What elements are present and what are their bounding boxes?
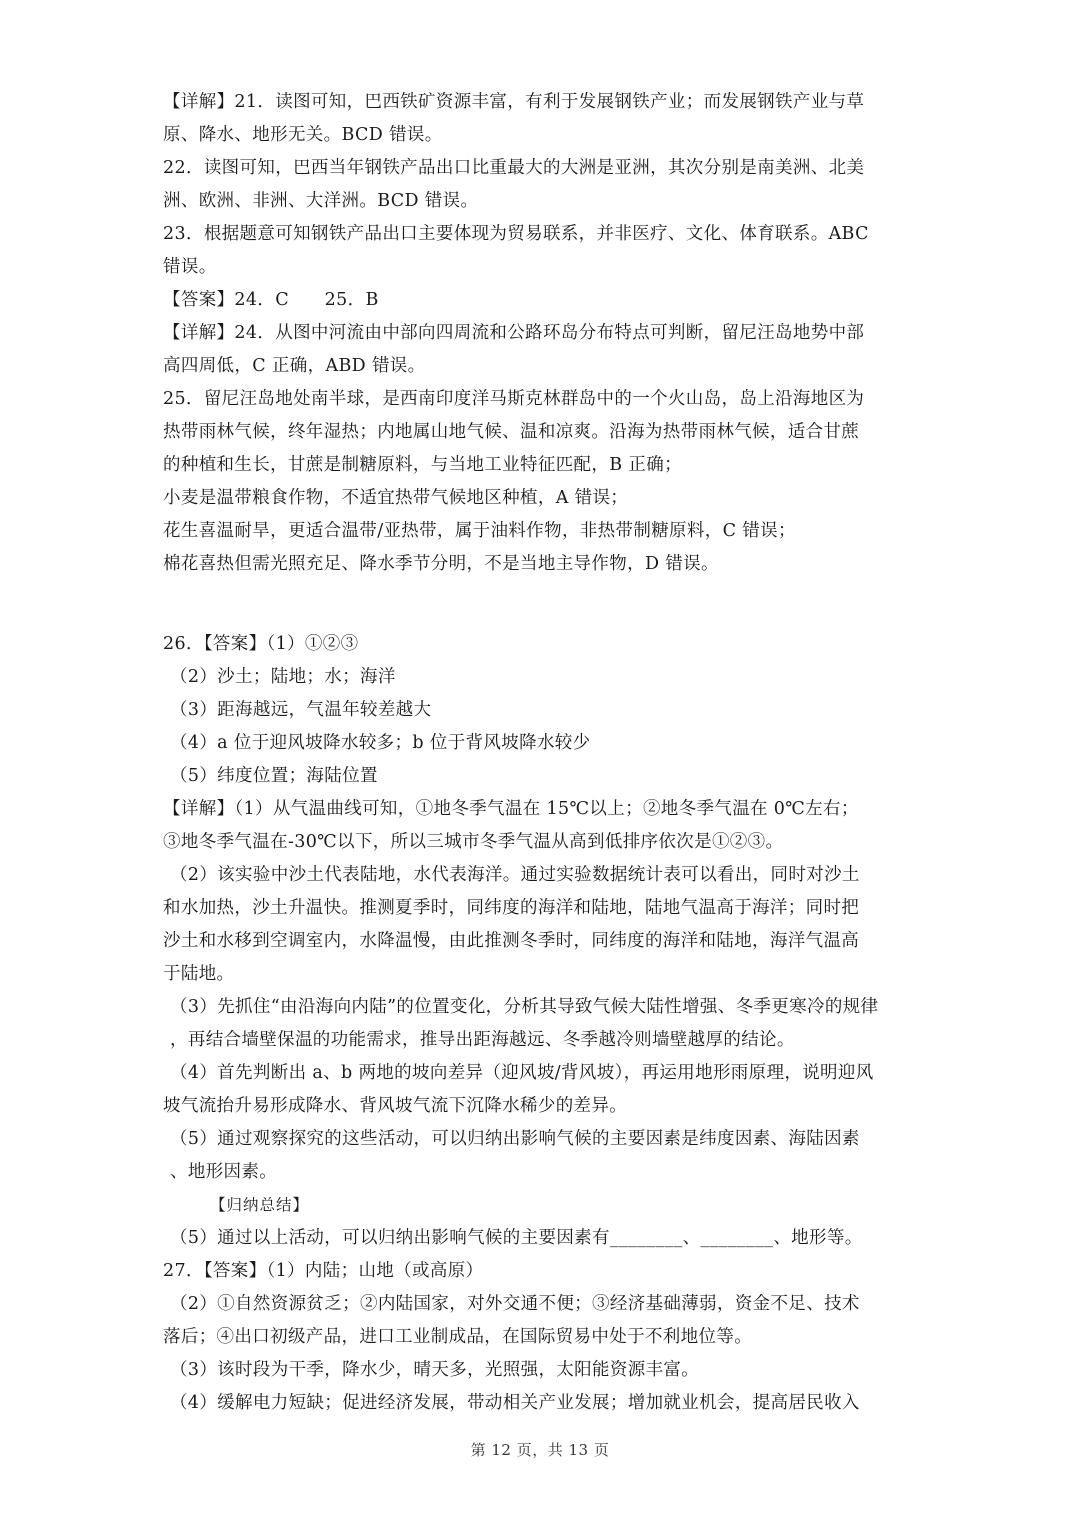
text-line: 高四周低，C 正确，ABD 错误。 [163,356,426,376]
text-line: （3）先抓住“由沿海向内陆”的位置变化，分析其导致气候大陆性增强、冬季更寒冷的规律 [170,997,879,1017]
text-line: 棉花喜热但需光照充足、降水季节分明，不是当地主导作物，D 错误。 [163,554,719,574]
text-line: 原、降水、地形无关。BCD 错误。 [163,125,443,145]
text-line: （3）距海越远，气温年较差越大 [170,700,432,720]
text-line: 23．根据题意可知钢铁产品出口主要体现为贸易联系，并非医疗、文化、体育联系。ABC [163,224,869,244]
text-line: ③地冬季气温在-30℃以下，所以三城市冬季气温从高到低排序依次是①②③。 [163,832,784,852]
text-line: （4）a 位于迎风坡降水较多；b 位于背风坡降水较少 [170,733,591,753]
text-line: 沙土和水移到空调室内，水降温慢，由此推测冬季时，同纬度的海洋和陆地，海洋气温高 [163,931,860,951]
text-line: 【详解】21．读图可知，巴西铁矿资源丰富，有利于发展钢铁产业；而发展钢铁产业与草 [163,92,865,112]
text-line: 小麦是温带粮食作物，不适宜热带气候地区种植，A 错误； [163,488,629,508]
text-line: 、地形因素。 [170,1162,278,1182]
text-line: （2）该实验中沙土代表陆地，水代表海洋。通过实验数据统计表可以看出，同时对沙土 [170,865,860,885]
text-line: 27．【答案】（1）内陆；山地（或高原） [163,1261,484,1281]
text-line: 洲、欧洲、非洲、大洋洲。BCD 错误。 [163,191,479,211]
text-line: 【答案】24．C 25．B [163,290,379,310]
text-line: （5）通过观察探究的这些活动，可以归纳出影响气候的主要因素是纬度因素、海陆因素 [170,1129,860,1149]
text-line: （3）该时段为干季，降水少，晴天多，光照强，太阳能资源丰富。 [170,1360,700,1380]
text-line: 26．【答案】（1）①②③ [163,634,359,654]
text-line: ，再结合墙壁保温的功能需求，推导出距海越远、冬季越冷则墙壁越厚的结论。 [170,1030,795,1050]
text-line: 花生喜温耐旱，更适合温带/亚热带，属于油料作物，非热带制糖原料，C 错误； [163,521,796,541]
text-line: 错误。 [163,257,217,277]
text-line: （2）沙土；陆地；水；海洋 [170,667,396,687]
text-line: （5）纬度位置；海陆位置 [170,766,378,786]
text-line: 和水加热，沙土升温快。推测夏季时，同纬度的海洋和陆地，陆地气温高于海洋；同时把 [163,898,860,918]
text-line: 坡气流抬升易形成降水、背风坡气流下沉降水稀少的差异。 [163,1096,628,1116]
page-footer: 第 12 页，共 13 页 [470,1441,610,1459]
text-line: 热带雨林气候，终年湿热；内地属山地气候、温和凉爽。沿海为热带雨林气候，适合甘蔗 [163,422,860,442]
text-line: （4）首先判断出 a、b 两地的坡向差异（迎风坡/背风坡），再运用地形雨原理，说明迎风 [170,1063,874,1083]
text-line: 的种植和生长，甘蔗是制糖原料，与当地工业特征匹配，B 正确； [163,455,682,475]
text-line: 【详解】（1）从气温曲线可知，①地冬季气温在 15℃以上；②地冬季气温在 0℃左右； [163,799,859,819]
text-line: （2）①自然资源贫乏；②内陆国家，对外交通不便；③经济基础薄弱，资金不足、技术 [170,1294,860,1314]
text-line: 于陆地。 [163,964,235,984]
text-line: 25．留尼汪岛地处南半球，是西南印度洋马斯克林群岛中的一个火山岛，岛上沿海地区为 [163,389,865,409]
text-line: 落后；④出口初级产品，进口工业制成品，在国际贸易中处于不利地位等。 [163,1327,753,1347]
text-line: （5）通过以上活动，可以归纳出影响气候的主要因素有________、________、地形等。 [170,1228,863,1248]
text-line: 【详解】24．从图中河流由中部向四周流和公路环岛分布特点可判断，留尼汪岛地势中部 [163,323,865,343]
text-line: 22．读图可知，巴西当年钢铁产品出口比重最大的大洲是亚洲，其次分别是南美洲、北美 [163,158,865,178]
text-line: （4）缓解电力短缺；促进经济发展，带动相关产业发展；增加就业机会，提高居民收入 [170,1393,860,1413]
section-heading: 【归纳总结】 [210,1196,310,1214]
